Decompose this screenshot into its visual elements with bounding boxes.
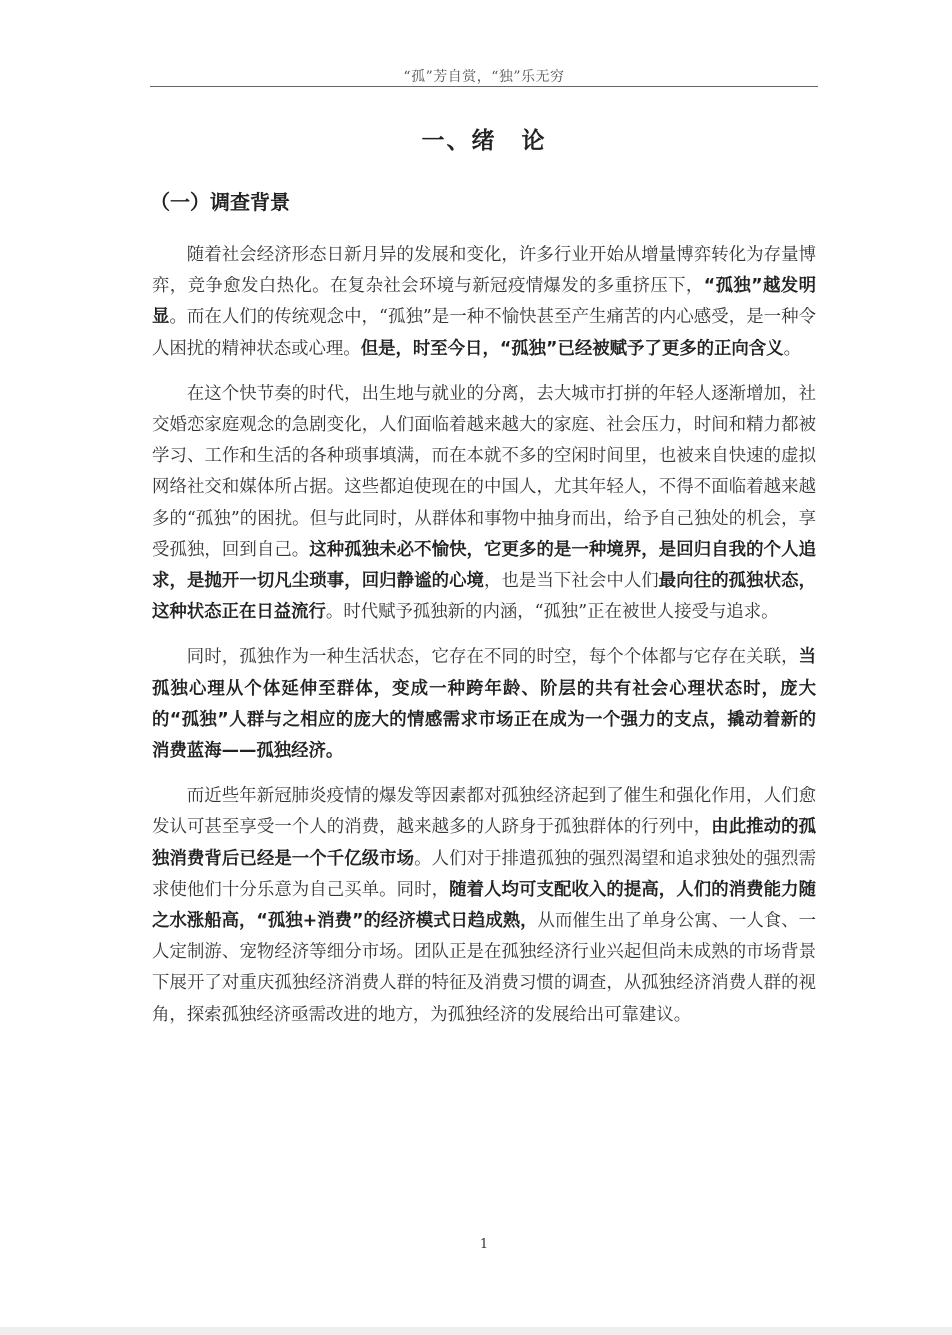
emphasis-text: “孤独”越发明显: [152, 276, 816, 328]
paragraph: [152, 379, 816, 629]
section-title: （一）调查背景: [150, 190, 290, 214]
text-run: 从而催生出了单身公寓、一人食、一人定制游、宠物经济等细分市场。团队正是在孤独经济行业兴起但尚未成熟的市场背景下展开了对重庆孤独经济消费人群的特征及消费习惯的调查，从孤独经济消费人群的视角，探索孤独经济亟需改进的地方，为孤独经济的发展给出可靠建议。: [152, 911, 816, 1025]
emphasis-text: 这种孤独未必不愉快，它更多的是一种境界，是回归自我的个人追求，是抛开一切凡尘琐事，回归静谧的心境: [152, 539, 816, 592]
text-run: 而近些年新冠肺炎疫情的爆发等因素都对孤独经济起到了催生和强化作用，人们愈发认可甚至享受一个人的消费，越来越多的人跻身于孤独群体的行列中，: [152, 786, 816, 838]
text-run: 。而在人们的传统观念中，“孤独”是一种不愉快甚至产生痛苦的内心感受，是一种令人困扰的精神状态或心理。: [152, 307, 816, 359]
paragraph: [152, 240, 816, 365]
text-run: 同时，孤独作为一种生活状态，它存在不同的时空，每个个体都与它存在关联，: [186, 647, 799, 668]
text-run: 。时代赋予孤独新的内涵，“孤独”正在被世人接受与追求。: [325, 602, 779, 623]
emphasis-text: 但是，时至今日，“孤独”已经被赋予了更多的正向含义: [360, 338, 784, 359]
running-header: “孤”芳自赏，“独”乐无穷: [403, 69, 565, 85]
emphasis-text: 由此推动的孤独消费背后已经是一个千亿级市场: [152, 817, 816, 869]
paragraph: [152, 781, 816, 1031]
emphasis-text: 当孤独心理从个体延伸至群体，变成一种跨年龄、阶层的共有社会心理状态时，庞大的“孤独”人群与之相应的庞大的情感需求市场正在成为一个强力的支点，撬动着新的消费蓝海——孤独经济。: [152, 647, 816, 762]
emphasis-text: 随着人均可支配收入的提高，人们的消费能力随之水涨船高，“孤独+消费”的经济模式日趋成熟，: [152, 879, 816, 932]
page-bottom-edge: [0, 1327, 952, 1335]
paragraph: [152, 642, 816, 767]
page-number: 1: [479, 1237, 489, 1252]
text-run: 随着社会经济形态日新月异的发展和变化，许多行业开始从增量博弈转化为存量博弈，竞争愈发白热化。在复杂社会环境与新冠疫情爆发的多重挤压下，: [152, 245, 816, 297]
chapter-title: 一、绪 论: [421, 128, 547, 154]
emphasis-text: 最向往的孤独状态，这种状态正在日益流行: [152, 571, 816, 623]
header-divider: [150, 86, 818, 87]
text-run: 。人们对于排遣孤独的强烈渴望和追求独处的强烈需求使他们十分乐意为自己买单。同时，: [152, 848, 816, 900]
body-text: [152, 240, 816, 1045]
text-run: ，也是当下社会中人们: [484, 571, 659, 592]
text-run: 。: [783, 338, 801, 359]
text-run: 在这个快节奏的时代，出生地与就业的分离，去大城市打拼的年轻人逐渐增加，社交婚恋家庭观念的急剧变化，人们面临着越来越大的家庭、社会压力，时间和精力都被学习、工作和生活的各种琐事填满，而在本就不多的空闲时间里，也被来自快速的虚拟网络社交和媒体所占据。这些都迫使现在的中国人，尤其年轻人，不得不面临着越来越多的“孤独”的困扰。但与此同时，从群体和事物中抽身而出，给予自己独处的机会，享受孤独，回到自己。: [152, 383, 816, 560]
